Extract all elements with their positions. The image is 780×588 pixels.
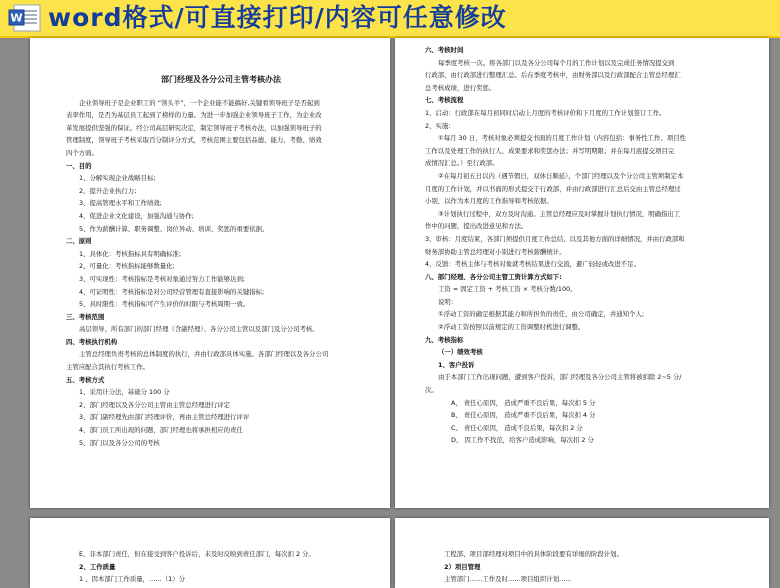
list-item: ①每月 30 日，考核对象必须提交书面的月度工作计划（内容包括：事务性工作、项目性 bbox=[438, 134, 686, 143]
list-item: 成情况汇总。）至行政部。 bbox=[425, 159, 499, 168]
formula-line: 工资 = 固定工资 + 考核工资 × 考核分数/100。 bbox=[438, 285, 577, 294]
list-item: 1、启动：行政部在每月初同时启动上月度的考核评价和下月度的工作计划签订工作。 bbox=[425, 108, 666, 117]
subsection-item: 1、客户投诉 bbox=[438, 360, 475, 369]
paragraph-line: 主管总经理负责考核的总体制度的执行，并由行政部具体实施。各部门经理以及各分公司 bbox=[79, 350, 329, 359]
list-item: 4、反馈：考核主体与考核对象就考核结果进行交流，避广轻轻或改进不足。 bbox=[425, 260, 640, 269]
section-heading: 三、考核范围 bbox=[66, 312, 105, 321]
intro-line: 四个方面。 bbox=[66, 148, 98, 157]
note-line: ②浮动工资按照以前规定的工资调整时机进行调整。 bbox=[438, 323, 585, 332]
intro-line: 表率作用，是否为基层员工起到了榜样的力量。为进一步加强企业领导班子工作，为企业改 bbox=[66, 111, 322, 120]
section-heading: 七、考核流程 bbox=[425, 96, 464, 105]
document-title: 部门经理及各分公司主管考核办法 bbox=[161, 75, 281, 84]
paragraph-line: 主管应配合其执行考核工作。 bbox=[66, 363, 150, 372]
intro-line: 革发展提供坚强的保证。经公司高层研究决定，制定领导班子考核办法，以加强领导班子的 bbox=[66, 123, 322, 132]
list-item: 4、促进企业文化建设，加强沟通与协作; bbox=[79, 211, 194, 220]
paragraph-line: 每季度考核一次。将各部门以及各分公司每个月的工作计划以及完成任务情况提交到 bbox=[438, 58, 675, 67]
list-item: 3、审核：月度结束，各部门须提供月度工作总结，以及其他方面的详细情况，并由行政部和 bbox=[425, 234, 685, 243]
subsection-heading: （一）绩效考核 bbox=[438, 348, 483, 357]
paragraph-line: 行政部，由行政部进行整理汇总。后在季度考核中，由财务部以及行政部配合主管总经理汇 bbox=[425, 71, 681, 80]
svg-text:W: W bbox=[10, 11, 23, 25]
list-item: 3、提高管理水平和工作绩效; bbox=[79, 199, 162, 208]
list-item: 3、部门副经理先由部门经理评价，再由主管总经理进行评评 bbox=[79, 413, 250, 422]
paragraph-line: 1 、因本部门工作质量，……（1）分 bbox=[79, 575, 186, 584]
intro-line: 企业领导班子是企业职工的 “领头羊”，一个企业能不能搞好,关键看领导班子是否起到 bbox=[79, 98, 320, 107]
list-item: 1、采用计分法，基础分 100 分 bbox=[79, 388, 170, 397]
banner-title: word格式/可直接打印/内容可任意修改 bbox=[48, 3, 507, 32]
list-item: 4、部门员工所出现的问题，部门经理也将承担相应的责任 bbox=[79, 426, 243, 435]
list-item: 小别，以作为本月度的工作指导和考核依据。 bbox=[425, 197, 553, 206]
list-item: 4、可证明性：考核指标是对公司经营管理有直接影响的关键指标; bbox=[79, 287, 265, 296]
subsection-item: 2、工作质量 bbox=[79, 562, 116, 571]
list-item: 1、分解实现企业战略目标; bbox=[79, 174, 156, 183]
list-item: 月度的工作计划，并以书面的形式提交于行政部，并由行政部进行汇总后交由主管总经理过 bbox=[425, 184, 681, 193]
list-item: C、 责任心原因， 造成不良后果，每次扣 2 分 bbox=[451, 423, 583, 432]
list-item: 5、具时限性：考核指标可产生评价的时限与考核周期一致。 bbox=[79, 300, 250, 309]
section-heading: 四、考核执行机构 bbox=[66, 337, 118, 346]
document-page-1 bbox=[30, 38, 390, 508]
list-item: 工作以及处理工作的执行人、成果要求和奖惩办法；并写明期限；并在每月底提交项目完 bbox=[425, 146, 675, 155]
paragraph-line: 工程部、项目部经理对项目中的具体阶段要有详细的阶段计划。 bbox=[444, 550, 623, 558]
document-page-3 bbox=[30, 518, 390, 588]
list-item: 3、可实现性：考核指标是考核对象通过努力工作能够达到; bbox=[79, 274, 245, 283]
section-heading: 五、考核方式 bbox=[66, 375, 105, 384]
list-item: ③计划执行过程中，双方及时沟通。主管总经理应及时掌握计划执行情况，明确指出工 bbox=[438, 209, 681, 218]
paragraph-line: 次。 bbox=[425, 386, 438, 395]
document-page-4 bbox=[395, 518, 769, 588]
top-banner bbox=[0, 0, 780, 38]
paragraph-line: 高层领导、所有部门的部门经理（含副经理）、各分公司主管以及部门及分公司考核。 bbox=[79, 325, 319, 334]
list-item: 作中的问题，提出改进意见和方法。 bbox=[425, 222, 528, 231]
subsection-item: 2）项目管理 bbox=[444, 562, 481, 571]
section-heading: 一、目的 bbox=[66, 161, 92, 170]
note-label: 说明： bbox=[438, 297, 458, 306]
list-item: 5、作为薪酬计算、职务调整、岗位异动、培训、奖惩的重要依据。 bbox=[79, 224, 269, 233]
section-heading: 六、考核时间 bbox=[425, 46, 464, 54]
list-item: ②在每月初五日以内（遇节假日，双休日顺延），个部门经理以及个分公司主管须制定本 bbox=[438, 171, 684, 180]
paragraph-line: 总考核成绩，进行奖惩。 bbox=[425, 83, 496, 92]
paragraph-line: 主管部门……工作及时……项目组织计划…… bbox=[444, 575, 572, 584]
list-item: 2、提升企业执行力; bbox=[79, 186, 137, 195]
section-heading: 九、考核指标 bbox=[425, 335, 464, 344]
intro-line: 管理制度，领导班子考核采取百分制评分方式，考核范围主要包括品德、能力、考勤、绩效 bbox=[66, 136, 322, 145]
paragraph-line: 由于本部门工作出现问题，遭到客户投诉，部门经理及各分公司主管将被扣除 2~5 分/ bbox=[438, 373, 682, 382]
list-item: 2、实施： bbox=[425, 121, 455, 130]
section-heading: 二、原则 bbox=[66, 237, 92, 246]
paragraph-line: E、非本部门责任，但在接受到客户投诉后，未及时反映到责任部门，每次扣 2 分。 bbox=[79, 550, 315, 558]
document-page-2 bbox=[395, 38, 769, 508]
list-item: D、 因工作不找范，给客户造成影响，每次扣 2 分 bbox=[451, 436, 594, 445]
list-item: A、 责任心原因， 造成严重不良后果，每次扣 5 分 bbox=[451, 398, 596, 407]
word-document-icon bbox=[8, 4, 42, 32]
list-item: 2、部门经理以及各分公司主管由主管总经理进行评定 bbox=[79, 400, 231, 409]
note-line: ①浮动工资的确定根据其能力和所担负的责任，由公司确定，并通知个人; bbox=[438, 310, 644, 319]
section-heading: 八、部门经理、各分公司主管工资计算方式如下: bbox=[425, 272, 562, 281]
list-item: B、 责任心原因， 造成严重不良后果，每次扣 4 分 bbox=[451, 411, 596, 420]
list-item: 5、部门以及各分公司的考核 bbox=[79, 438, 160, 447]
list-item: 1、具体化：考核指标具有明确标准; bbox=[79, 249, 182, 258]
list-item: 财务部协助主管总经理对小别进行考核薪酬统计。 bbox=[425, 247, 566, 256]
list-item: 2、可量化：考核指标能够数量化; bbox=[79, 262, 175, 271]
